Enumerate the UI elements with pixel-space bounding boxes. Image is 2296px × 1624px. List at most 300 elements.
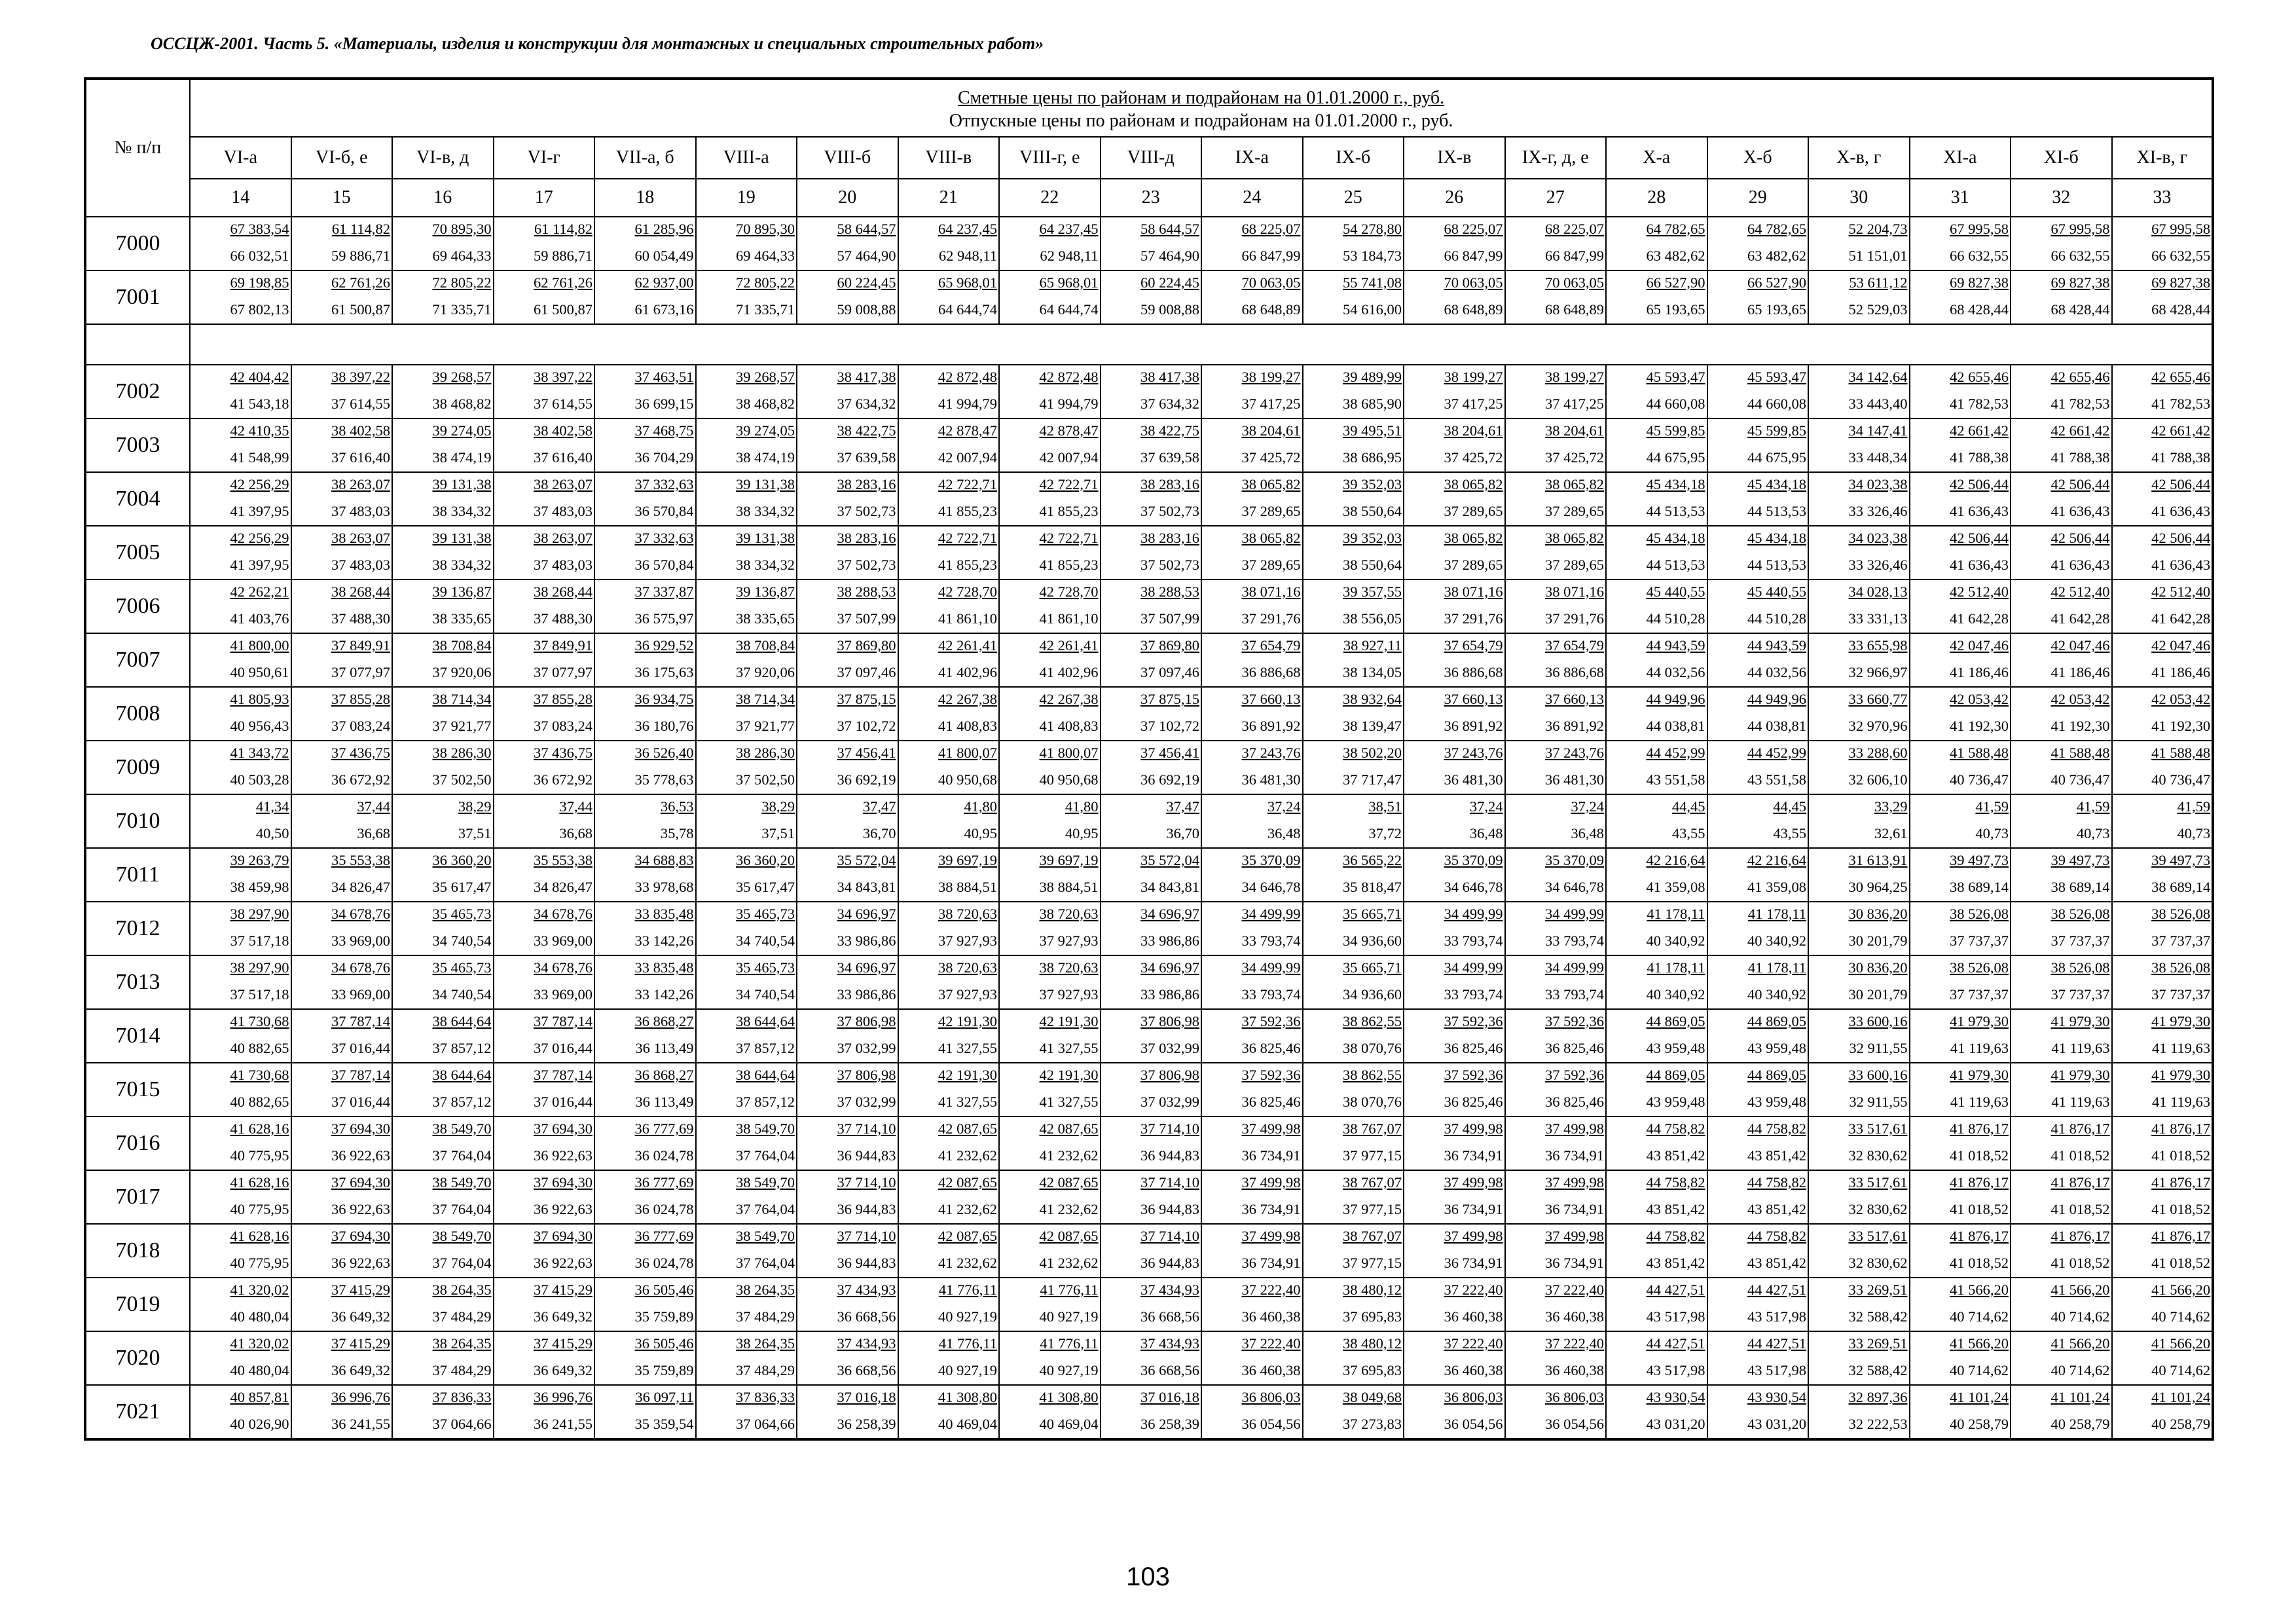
release-price: 41 636,43: [1950, 502, 2009, 519]
release-price: 37 502,73: [837, 502, 896, 519]
estimate-price: 39 131,38: [432, 530, 492, 546]
release-price: 36 944,83: [1140, 1254, 1199, 1271]
estimate-price: 38 644,64: [736, 1013, 795, 1029]
estimate-price: 38 065,82: [1444, 476, 1503, 492]
estimate-price: 37 415,29: [331, 1282, 390, 1298]
release-price: 36 481,30: [1241, 771, 1301, 788]
release-price: 41 397,95: [230, 556, 289, 573]
price-cell: [1808, 365, 1910, 418]
release-price: 41 861,10: [938, 610, 997, 627]
estimate-price: 35 665,71: [1343, 906, 1402, 922]
release-price: 37 639,58: [837, 449, 896, 466]
estimate-price: 33 269,51: [1848, 1335, 1908, 1352]
estimate-price: 42 506,44: [2151, 530, 2211, 546]
release-price: 37 291,76: [1444, 610, 1503, 627]
release-price: 38 334,32: [736, 502, 795, 519]
release-price: 66 632,55: [2151, 247, 2211, 264]
estimate-price: 38 526,08: [2151, 906, 2211, 922]
price-cell: [898, 1224, 1000, 1278]
price-cell: [1606, 217, 1707, 270]
release-price: 41 402,96: [1039, 663, 1099, 680]
price-cell: [797, 1063, 898, 1116]
estimate-price: 38 767,07: [1343, 1228, 1402, 1244]
price-cell: [1303, 902, 1404, 955]
estimate-price: 41 979,30: [2151, 1067, 2211, 1083]
estimate-price: 41,59: [1975, 798, 2009, 815]
estimate-price: 37 694,30: [534, 1120, 592, 1137]
release-price: 44 660,08: [1747, 395, 1806, 412]
price-cell: [898, 472, 1000, 526]
estimate-price: 42 087,65: [938, 1174, 997, 1190]
release-price: 38 070,76: [1343, 1093, 1402, 1110]
estimate-price: 35 572,04: [837, 852, 896, 868]
release-price: 40 956,43: [230, 717, 289, 734]
release-price: 41 788,38: [1950, 449, 2009, 466]
price-cell: [1910, 633, 2011, 687]
price-cell: [1303, 1331, 1404, 1385]
price-cell: [1101, 794, 1202, 848]
column-number: 17: [494, 179, 595, 217]
estimate-price: 37 849,91: [331, 637, 390, 654]
release-price: 69 464,33: [432, 247, 492, 264]
estimate-price: 41 876,17: [1950, 1228, 2009, 1244]
release-price: 43 517,98: [1646, 1361, 1705, 1378]
price-cell: [999, 472, 1101, 526]
price-cell: [1201, 1063, 1303, 1116]
release-price: 35 617,47: [736, 878, 795, 895]
release-price: 32 588,42: [1848, 1308, 1908, 1325]
estimate-price: 37 499,98: [1241, 1174, 1301, 1190]
estimate-price: 65 968,01: [1039, 274, 1099, 291]
table-row: [85, 1009, 2213, 1063]
estimate-price: 41 730,68: [230, 1067, 289, 1083]
price-cell: [594, 1385, 696, 1439]
estimate-price: 64 237,45: [938, 221, 997, 237]
estimate-price: 61 114,82: [534, 221, 592, 237]
price-cell: [898, 580, 1000, 633]
price-cell: [594, 902, 696, 955]
price-cell: [999, 1009, 1101, 1063]
estimate-price: 42 661,42: [2050, 422, 2110, 439]
estimate-price: 45 434,18: [1646, 476, 1705, 492]
price-cell: [1606, 741, 1707, 794]
release-price: 36 481,30: [1545, 771, 1604, 788]
estimate-price: 67 383,54: [230, 221, 289, 237]
estimate-price: 37,24: [1267, 798, 1301, 815]
price-cell: [392, 1331, 494, 1385]
price-cell: [1404, 902, 1505, 955]
release-price: 37 032,99: [1140, 1093, 1199, 1110]
release-price: 34 826,47: [331, 878, 390, 895]
release-price: 41 119,63: [2151, 1093, 2211, 1110]
price-cell: [898, 1278, 1000, 1331]
estimate-price: 37 714,10: [1140, 1228, 1199, 1244]
estimate-price: 35 553,38: [534, 852, 592, 868]
estimate-price: 38 932,64: [1343, 691, 1402, 707]
estimate-price: 39 352,03: [1343, 530, 1402, 546]
release-price: 32 606,10: [1848, 771, 1908, 788]
price-cell: [2011, 902, 2112, 955]
price-cell: [291, 526, 393, 580]
price-cell: [696, 794, 797, 848]
estimate-price: 38 526,08: [1950, 959, 2009, 976]
price-cell: [898, 1116, 1000, 1170]
estimate-price: 38 714,34: [736, 691, 795, 707]
release-price: 32 970,96: [1848, 717, 1908, 734]
estimate-price: 41 566,20: [2151, 1282, 2211, 1298]
price-cell: [797, 580, 898, 633]
estimate-price: 41,80: [1065, 798, 1099, 815]
release-price: 41 636,43: [2151, 502, 2211, 519]
price-cell: [1707, 1278, 1809, 1331]
release-price: 41 232,62: [938, 1254, 997, 1271]
release-price: 41 855,23: [1039, 502, 1099, 519]
release-price: 37 417,25: [1444, 395, 1503, 412]
price-cell: [190, 1224, 291, 1278]
estimate-price: 38 708,84: [736, 637, 795, 654]
price-cell: [594, 1331, 696, 1385]
price-cell: [2011, 1009, 2112, 1063]
price-cell: [1606, 687, 1707, 741]
price-cell: [2112, 1116, 2214, 1170]
release-price: 41 186,46: [1950, 663, 2009, 680]
estimate-price: 33 517,61: [1848, 1174, 1908, 1190]
release-price: 41 782,53: [1950, 395, 2009, 412]
price-cell: [999, 794, 1101, 848]
price-cell: [1808, 1224, 1910, 1278]
price-cell: [999, 633, 1101, 687]
estimate-price: 38 288,53: [1140, 583, 1199, 600]
price-cell: [1808, 1385, 1910, 1439]
estimate-price: 38 199,27: [1444, 369, 1503, 385]
price-cell: [494, 418, 595, 472]
release-price: 37 634,32: [1140, 395, 1199, 412]
estimate-price: 64 782,65: [1747, 221, 1806, 237]
price-cell: [2011, 955, 2112, 1009]
price-cell: [999, 1385, 1101, 1439]
release-price: 40 714,62: [1950, 1361, 2009, 1378]
price-cell: [898, 1009, 1000, 1063]
estimate-price: 37 592,36: [1444, 1067, 1503, 1083]
estimate-price: 41 979,30: [1950, 1013, 2009, 1029]
row-number: 7015: [85, 1063, 190, 1116]
estimate-price: 37 016,18: [837, 1389, 896, 1405]
release-price: 34 826,47: [534, 878, 592, 895]
release-price: 41 359,08: [1646, 878, 1705, 895]
price-cell: [1808, 1331, 1910, 1385]
release-price: 37 927,93: [938, 932, 997, 949]
release-price: 38 550,64: [1343, 556, 1402, 573]
price-cell: [1101, 687, 1202, 741]
price-cell: [1101, 217, 1202, 270]
price-cell: [696, 365, 797, 418]
estimate-price: 44 758,82: [1646, 1228, 1705, 1244]
release-price: 37 289,65: [1444, 502, 1503, 519]
estimate-price: 39 131,38: [736, 476, 795, 492]
price-cell: [1707, 902, 1809, 955]
estimate-price: 37 222,40: [1241, 1335, 1301, 1352]
release-price: 33 793,74: [1545, 932, 1604, 949]
release-price: 36 944,83: [1140, 1147, 1199, 1164]
column-number: 14: [190, 179, 291, 217]
estimate-price: 38 268,44: [534, 583, 592, 600]
release-price: 37 483,03: [331, 556, 390, 573]
price-cell: [1910, 794, 2011, 848]
price-cell: [1303, 794, 1404, 848]
table-row: [85, 1331, 2213, 1385]
estimate-price: 41,59: [2177, 798, 2211, 815]
price-cell: [898, 1063, 1000, 1116]
release-price: 34 740,54: [736, 932, 795, 949]
estimate-price: 38 283,16: [1140, 530, 1199, 546]
release-price: 36 825,46: [1545, 1093, 1604, 1110]
column-number: 29: [1707, 179, 1809, 217]
price-cell: [1303, 1063, 1404, 1116]
release-price: 41 192,30: [2151, 717, 2211, 734]
release-price: 36 944,83: [837, 1200, 896, 1217]
district-header: VII-а, б: [594, 137, 696, 179]
release-price: 37 064,66: [432, 1415, 492, 1432]
estimate-price: 64 237,45: [1039, 221, 1099, 237]
price-cell: [797, 1385, 898, 1439]
release-price: 33 443,40: [1848, 395, 1908, 412]
price-cell: [797, 1009, 898, 1063]
price-cell: [1808, 270, 1910, 324]
release-price: 34 843,81: [837, 878, 896, 895]
estimate-price: 37 499,98: [1444, 1228, 1503, 1244]
price-cell: [1101, 1385, 1202, 1439]
price-cell: [696, 1063, 797, 1116]
estimate-price: 53 611,12: [1849, 274, 1908, 291]
estimate-price: 55 741,08: [1343, 274, 1402, 291]
estimate-price: 44 758,82: [1646, 1120, 1705, 1137]
price-cell: [797, 472, 898, 526]
district-header: IX-г, д, е: [1505, 137, 1607, 179]
estimate-price: 45 599,85: [1747, 422, 1806, 439]
price-cell: [898, 902, 1000, 955]
estimate-price: 38 644,64: [736, 1067, 795, 1083]
price-cell: [999, 955, 1101, 1009]
estimate-price: 41 308,80: [1039, 1389, 1099, 1405]
price-cell: [797, 1116, 898, 1170]
price-cell: [2112, 633, 2214, 687]
price-cell: [797, 365, 898, 418]
price-cell: [1303, 270, 1404, 324]
price-cell: [1707, 1331, 1809, 1385]
estimate-price: 61 114,82: [331, 221, 390, 237]
release-price: 36 570,84: [634, 502, 694, 519]
price-cell: [696, 741, 797, 794]
price-cell: [594, 418, 696, 472]
estimate-price: 41 800,07: [1039, 745, 1099, 761]
estimate-price: 37 694,30: [331, 1228, 390, 1244]
release-price: 35 759,89: [634, 1361, 694, 1378]
release-price: 37 927,93: [938, 986, 997, 1003]
price-cell: [1505, 902, 1607, 955]
price-cell: [1101, 848, 1202, 902]
release-price: 37 639,58: [1140, 449, 1199, 466]
estimate-price: 42 047,46: [1950, 637, 2009, 654]
price-cell: [1707, 1063, 1809, 1116]
release-price: 35 778,63: [634, 771, 694, 788]
price-cell: [291, 418, 393, 472]
estimate-price: 39 136,87: [432, 583, 492, 600]
price-cell: [494, 1331, 595, 1385]
price-cell: [1808, 1170, 1910, 1224]
estimate-price: 37,44: [357, 798, 390, 815]
release-price: 37 695,83: [1343, 1308, 1402, 1325]
estimate-price: 37 654,79: [1444, 637, 1503, 654]
table-row: [85, 472, 2213, 526]
release-price: 61 500,87: [534, 301, 592, 318]
estimate-price: 45 434,18: [1646, 530, 1705, 546]
estimate-price: 40 857,81: [230, 1389, 289, 1405]
price-cell: [494, 270, 595, 324]
estimate-price: 37 222,40: [1241, 1282, 1301, 1298]
release-price: 37 484,29: [736, 1361, 795, 1378]
release-price: 38 474,19: [736, 449, 795, 466]
column-number: 22: [999, 179, 1101, 217]
release-price: 41 327,55: [1039, 1039, 1099, 1056]
release-price: 37 289,65: [1241, 502, 1301, 519]
price-cell: [1910, 1331, 2011, 1385]
release-price: 36 734,91: [1545, 1200, 1604, 1217]
estimate-price: 37 869,80: [837, 637, 896, 654]
price-cell: [1910, 741, 2011, 794]
price-cell: [1303, 1170, 1404, 1224]
row-number: 7004: [85, 472, 190, 526]
price-cell: [797, 687, 898, 741]
estimate-price: 38 297,90: [230, 906, 289, 922]
spacer-row: [85, 324, 2213, 365]
district-header: XI-а: [1910, 137, 2011, 179]
release-price: 34 740,54: [432, 986, 492, 1003]
release-price: 38 134,05: [1343, 663, 1402, 680]
estimate-price: 37,47: [862, 798, 896, 815]
price-cell: [2112, 794, 2214, 848]
price-cell: [190, 526, 291, 580]
release-price: 37 507,99: [837, 610, 896, 627]
price-cell: [1404, 1385, 1505, 1439]
district-header: XI-б: [2011, 137, 2112, 179]
release-price: 37 417,25: [1241, 395, 1301, 412]
price-cell: [291, 1170, 393, 1224]
district-header: IX-б: [1303, 137, 1404, 179]
price-cell: [1910, 365, 2011, 418]
price-cell: [797, 217, 898, 270]
price-cell: [1707, 270, 1809, 324]
release-price: 36 649,32: [534, 1361, 592, 1378]
price-cell: [291, 794, 393, 848]
price-cell: [1201, 848, 1303, 902]
estimate-price: 37 434,93: [837, 1282, 896, 1298]
price-cell: [494, 1385, 595, 1439]
estimate-price: 38 283,16: [1140, 476, 1199, 492]
estimate-price: 38 297,90: [230, 959, 289, 976]
release-price: 37 717,47: [1343, 771, 1402, 788]
estimate-price: 37 592,36: [1545, 1067, 1604, 1083]
estimate-price: 34 023,38: [1848, 476, 1908, 492]
release-price: 38 689,14: [2151, 878, 2211, 895]
estimate-price: 72 805,22: [736, 274, 795, 291]
price-cell: [190, 902, 291, 955]
price-cell: [392, 1278, 494, 1331]
release-price: 41 232,62: [1039, 1147, 1099, 1164]
column-number: 15: [291, 179, 393, 217]
estimate-price: 58 644,57: [837, 221, 896, 237]
column-number: 26: [1404, 179, 1505, 217]
estimate-price: 43 930,54: [1747, 1389, 1806, 1405]
price-cell: [1910, 418, 2011, 472]
estimate-price: 45 440,55: [1747, 583, 1806, 600]
table-row: [85, 526, 2213, 580]
price-cell: [1101, 472, 1202, 526]
price-cell: [1808, 794, 1910, 848]
price-cell: [190, 633, 291, 687]
estimate-price: 38 720,63: [1039, 959, 1099, 976]
release-price: 36 944,83: [837, 1254, 896, 1271]
estimate-price: 37 694,30: [331, 1120, 390, 1137]
estimate-price: 69 827,38: [2050, 274, 2110, 291]
estimate-price: 38 286,30: [432, 745, 492, 761]
estimate-price: 39 497,73: [2050, 852, 2110, 868]
price-cell: [291, 633, 393, 687]
price-cell: [797, 270, 898, 324]
price-cell: [494, 902, 595, 955]
estimate-price: 67 995,58: [2050, 221, 2110, 237]
column-number: 23: [1101, 179, 1202, 217]
estimate-price: 41,34: [255, 798, 289, 815]
release-price: 37 616,40: [331, 449, 390, 466]
release-price: 36,70: [1166, 824, 1199, 841]
estimate-price: 44,45: [1671, 798, 1705, 815]
price-cell: [797, 741, 898, 794]
release-price: 41 861,10: [1039, 610, 1099, 627]
estimate-price: 44 427,51: [1646, 1335, 1705, 1352]
price-cell: [594, 217, 696, 270]
estimate-price: 42 053,42: [1950, 691, 2009, 707]
release-price: 41 018,52: [2050, 1254, 2110, 1271]
estimate-price: 36 806,03: [1545, 1389, 1604, 1405]
price-cell: [1808, 580, 1910, 633]
price-cell: [1303, 1224, 1404, 1278]
estimate-price: 36 777,69: [634, 1228, 694, 1244]
estimate-price: 34 499,99: [1545, 906, 1604, 922]
price-cell: [1505, 418, 1607, 472]
price-cell: [392, 217, 494, 270]
release-price: 38 139,47: [1343, 717, 1402, 734]
price-cell: [494, 365, 595, 418]
price-cell: [2112, 741, 2214, 794]
estimate-price: 38 199,27: [1545, 369, 1604, 385]
release-price: 44 675,95: [1747, 449, 1806, 466]
release-price: 66 032,51: [230, 247, 289, 264]
release-price: 37 764,04: [736, 1200, 795, 1217]
release-price: 30 201,79: [1848, 986, 1908, 1003]
release-price: 40 258,79: [2151, 1415, 2211, 1432]
release-price: 40 950,68: [1039, 771, 1099, 788]
release-price: 36 668,56: [1140, 1308, 1199, 1325]
release-price: 37 289,65: [1545, 502, 1604, 519]
price-cell: [1707, 472, 1809, 526]
price-cell: [1808, 1116, 1910, 1170]
price-cell: [291, 270, 393, 324]
price-cell: [898, 633, 1000, 687]
release-price: 36 825,46: [1444, 1093, 1503, 1110]
estimate-price: 38 263,07: [534, 530, 592, 546]
estimate-price: 37 016,18: [1140, 1389, 1199, 1405]
estimate-price: 41 178,11: [1747, 959, 1806, 976]
